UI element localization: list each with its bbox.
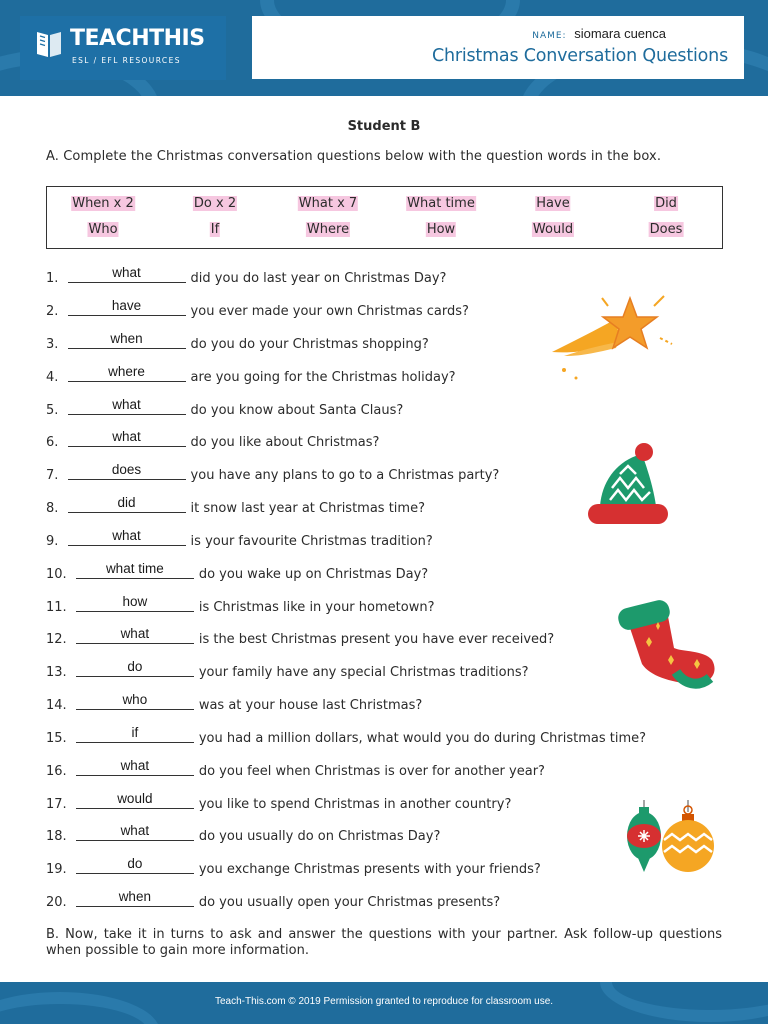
brand-name: TEACHTHIS — [70, 26, 205, 51]
brand-logo — [20, 16, 226, 80]
page-header — [0, 0, 768, 96]
answer-blank[interactable]: did — [68, 499, 186, 513]
student-label: Student B — [347, 119, 421, 134]
student-name[interactable]: siomara cuenca — [574, 26, 666, 41]
answer-blank[interactable]: what — [76, 762, 194, 776]
word-box-item: Did — [655, 196, 677, 211]
answer-blank[interactable]: who — [76, 696, 194, 710]
answer-blank[interactable]: do — [76, 860, 194, 874]
word-box-item: What x 7 — [298, 196, 358, 211]
answer-blank[interactable]: what — [76, 630, 194, 644]
word-box-item: Would — [532, 222, 574, 237]
word-box-item: Does — [649, 222, 683, 237]
name-label: NAME: — [532, 31, 567, 41]
question-item: 12. what is the best Christmas present you have ever received? — [46, 626, 555, 647]
answer-blank[interactable]: what — [68, 433, 186, 447]
question-item: 5. what do you know about Santa Claus? — [46, 397, 404, 418]
question-item: 14. who was at your house last Christmas? — [46, 692, 423, 713]
question-item: 9. what is your favourite Christmas tradition? — [46, 528, 433, 549]
question-item: 7. does you have any plans to go to a Christmas party? — [46, 462, 500, 483]
shooting-star-icon — [546, 290, 676, 386]
question-item: 10. what time do you wake up on Christmas Day? — [46, 561, 429, 582]
answer-blank[interactable]: when — [68, 335, 186, 349]
question-item: 11. how is Christmas like in your hometown? — [46, 594, 435, 615]
answer-blank[interactable]: would — [76, 795, 194, 809]
instruction-b: B. Now, take it in turns to ask and answer the questions with your partner. Ask follow-up questions when possible to gain more information. — [46, 927, 722, 958]
name-row — [532, 26, 666, 41]
answer-blank[interactable]: if — [76, 729, 194, 743]
answer-blank[interactable]: where — [68, 368, 186, 382]
book-logo-icon — [34, 28, 64, 58]
question-item: 16. what do you feel when Christmas is over for another year? — [46, 758, 545, 779]
question-item: 8. did it snow last year at Christmas time? — [46, 495, 425, 516]
word-box-item: If — [210, 222, 220, 237]
christmas-ornaments-icon — [624, 800, 716, 878]
question-item: 4. where are you going for the Christmas holiday? — [46, 364, 456, 385]
answer-blank[interactable]: what time — [76, 565, 194, 579]
answer-blank[interactable]: when — [76, 893, 194, 907]
christmas-hat-icon — [584, 440, 670, 540]
christmas-stocking-icon — [612, 598, 722, 690]
brand-tagline: ESL / EFL RESOURCES — [72, 56, 181, 65]
word-box-item: Have — [536, 196, 570, 211]
question-item: 2. have you ever made your own Christmas cards? — [46, 298, 469, 319]
answer-blank[interactable]: how — [76, 598, 194, 612]
document-title: Christmas Conversation Questions — [431, 46, 728, 66]
word-box-item: Who — [88, 222, 118, 237]
question-item: 17. would you like to spend Christmas in another country? — [46, 791, 512, 812]
instruction-a: A. Complete the Christmas conversation questions below with the question words in the box. — [46, 149, 662, 164]
question-item: 18. what do you usually do on Christmas Day? — [46, 823, 441, 844]
copyright-notice: Teach-This.com © 2019 Permission granted to reproduce for classroom use. — [214, 996, 554, 1007]
page-footer — [0, 982, 768, 1024]
word-box-item: Do x 2 — [193, 196, 237, 211]
question-item: 15. if you had a million dollars, what would you do during Christmas time? — [46, 725, 647, 746]
answer-blank[interactable]: have — [68, 302, 186, 316]
question-item: 1. what did you do last year on Christmas Day? — [46, 265, 447, 286]
answer-blank[interactable]: what — [68, 269, 186, 283]
word-box-item: When x 2 — [72, 196, 134, 211]
answer-blank[interactable]: does — [68, 466, 186, 480]
question-item: 19. do you exchange Christmas presents with your friends? — [46, 856, 541, 877]
question-item: 3. when do you do your Christmas shopping? — [46, 331, 429, 352]
answer-blank[interactable]: what — [76, 827, 194, 841]
title-panel — [252, 16, 744, 79]
answer-blank[interactable]: what — [68, 532, 186, 546]
question-item: 13. do your family have any special Christmas traditions? — [46, 659, 529, 680]
word-box-item: How — [426, 222, 456, 237]
question-item: 6. what do you like about Christmas? — [46, 429, 380, 450]
answer-blank[interactable]: what — [68, 401, 186, 415]
word-box-item: Where — [306, 222, 350, 237]
answer-blank[interactable]: do — [76, 663, 194, 677]
word-box — [46, 186, 723, 249]
word-box-item: What time — [407, 196, 475, 211]
question-item: 20. when do you usually open your Christmas presents? — [46, 889, 501, 910]
